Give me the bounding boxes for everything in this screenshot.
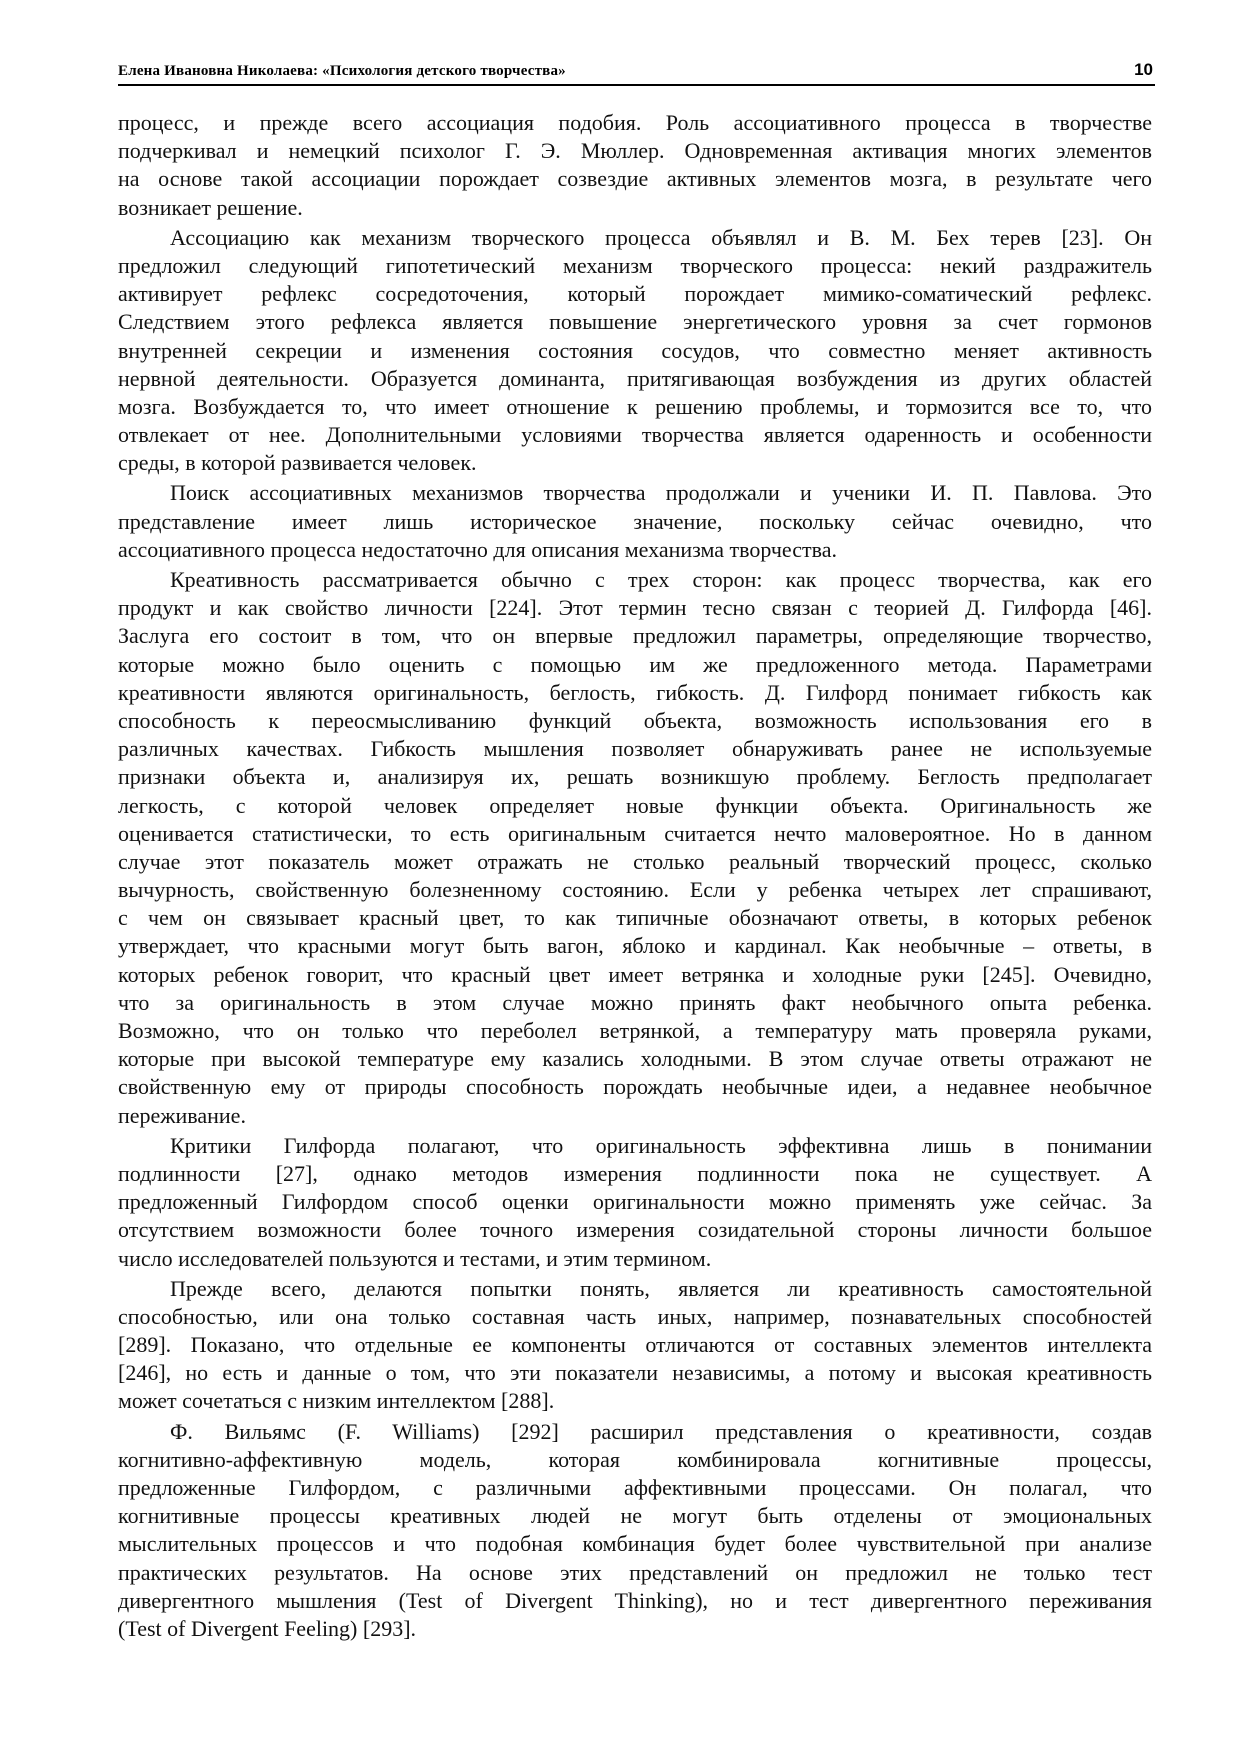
text-line: продукт и как свойство личности [224]. Этот термин тесно связан с теорией Д. Гилфорда [46]. bbox=[118, 595, 1152, 621]
text-line: оценивается статистически, то есть оригинальным считается нечто маловероятное. Но в данном bbox=[118, 820, 1152, 846]
text-line: дивергентного мышления (Test of Divergent Thinking), но и тест дивергентного переживания bbox=[118, 1587, 1152, 1613]
text-line: Заслуга его состоит в том, что он впервые предложил параметры, определяющие творчество, bbox=[118, 623, 1152, 649]
text-line: с чем он связывает красный цвет, то как типичные обозначают ответы, в которых ребенок bbox=[118, 905, 1152, 931]
text-line: процесс, и прежде всего ассоциация подобия. Роль ассоциативного процесса в творчестве bbox=[118, 110, 1152, 135]
text-line: предложенные Гилфордом, с различными аффективными процессами. Он полагал, что bbox=[118, 1475, 1152, 1500]
text-line: когнитивные процессы креативных людей не могут быть отделены от эмоциональных bbox=[118, 1503, 1152, 1529]
text-line: Прежде всего, делаются попытки понять, является ли креативность самостоятельной bbox=[170, 1275, 1152, 1301]
text-line: [246], но есть и данные о том, что эти показатели независимы, а потому и высокая креативность bbox=[118, 1360, 1152, 1386]
text-line: которые можно было оценить с помощью им же предложенного метода. Параметрами bbox=[118, 651, 1152, 677]
paragraph bbox=[118, 1418, 1152, 1644]
text-line: утверждает, что красными могут быть вагон, яблоко и кардинал. Как необычные – ответы, в bbox=[118, 933, 1152, 959]
paragraph bbox=[118, 566, 1152, 1130]
text-line: отсутствием возможности более точного измерения созидательной стороны личности большое bbox=[118, 1217, 1152, 1243]
paragraph bbox=[118, 109, 1152, 222]
text-line: практических результатов. На основе этих представлений он предложил не только тест bbox=[118, 1559, 1152, 1585]
text-line: переживание. bbox=[118, 1102, 246, 1128]
paragraph bbox=[118, 479, 1152, 564]
text-line: Следствием этого рефлекса является повышение энергетического уровня за счет гормонов bbox=[118, 309, 1152, 335]
paragraph bbox=[118, 1275, 1152, 1416]
text-line: активирует рефлекс сосредоточения, который порождает мимико-соматический рефлекс. bbox=[118, 281, 1152, 307]
text-line: предложенный Гилфордом способ оценки оригинальности можно применять уже сейчас. За bbox=[118, 1189, 1152, 1215]
text-line: Ф. Вильямс (F. Williams) [292] расширил представления о креативности, создав bbox=[170, 1418, 1152, 1444]
text-line: вычурность, свойственную болезненному состоянию. Если у ребенка четырех лет спрашивают, bbox=[118, 877, 1152, 903]
text-line: представление имеет лишь историческое значение, поскольку сейчас очевидно, что bbox=[118, 508, 1152, 534]
body-text bbox=[118, 109, 1152, 1645]
text-line: признаки объекта и, анализируя их, решать возникшую проблему. Беглость предполагает bbox=[118, 764, 1152, 790]
text-line: отвлекает от нее. Дополнительными условиями творчества является одаренность и особенности bbox=[118, 422, 1152, 448]
text-line: мыслительных процессов и что подобная комбинация будет более чувствительной при анализе bbox=[118, 1531, 1152, 1557]
text-line: когнитивно-аффективную модель, которая комбинировала когнитивные процессы, bbox=[118, 1446, 1152, 1472]
paragraph bbox=[118, 224, 1152, 478]
text-line: Возможно, что он только что переболел ветрянкой, а температуру мать проверяла руками, bbox=[118, 1018, 1152, 1043]
text-line: которые при высокой температуре ему казались холодными. В этом случае ответы отражают не bbox=[118, 1046, 1152, 1072]
text-line: ассоциативного процесса недостаточно для описания механизма творчества. bbox=[118, 536, 837, 562]
text-line: среды, в которой развивается человек. bbox=[118, 450, 477, 476]
text-line: Креативность рассматривается обычно с трех сторон: как процесс творчества, как его bbox=[170, 567, 1152, 592]
text-line: что за оригинальность в этом случае можно принять факт необычного опыта ребенка. bbox=[118, 989, 1152, 1015]
text-line: [289]. Показано, что отдельные ее компоненты отличаются от составных элементов интеллекта bbox=[118, 1332, 1152, 1358]
text-line: Критики Гилфорда полагают, что оригинальность эффективна лишь в понимании bbox=[170, 1132, 1152, 1158]
text-line: возникает решение. bbox=[118, 194, 303, 220]
text-line: которых ребенок говорит, что красный цвет имеет ветрянка и холодные руки [245]. Очевидно, bbox=[118, 961, 1152, 987]
text-line: может сочетаться с низким интеллектом [288]. bbox=[118, 1388, 555, 1414]
text-line: креативности являются оригинальность, беглость, гибкость. Д. Гилфорд понимает гибкость как bbox=[118, 679, 1152, 705]
text-line: случае этот показатель может отражать не столько реальный творческий процесс, сколько bbox=[118, 848, 1152, 874]
text-line: Ассоциацию как механизм творческого процесса объявлял и В. М. Бех терев [23]. Он bbox=[170, 224, 1152, 250]
text-line: предложил следующий гипотетический механизм творческого процесса: некий раздражитель bbox=[118, 252, 1152, 278]
text-line: внутренней секреции и изменения состояния сосудов, что совместно меняет активность bbox=[118, 337, 1152, 363]
paragraph bbox=[118, 1132, 1152, 1273]
text-line: способность к переосмысливанию функций объекта, возможность использования его в bbox=[118, 707, 1152, 733]
text-line: нервной деятельности. Образуется доминанта, притягивающая возбуждения из других областей bbox=[118, 365, 1152, 391]
text-line: подчеркивал и немецкий психолог Г. Э. Мюллер. Одновременная активация многих элементов bbox=[118, 138, 1152, 164]
text-line: на основе такой ассоциации порождает созвездие активных элементов мозга, в результате чего bbox=[118, 166, 1152, 192]
text-line: различных качествах. Гибкость мышления позволяет обнаруживать ранее не используемые bbox=[118, 736, 1152, 762]
text-line: легкость, с которой человек определяет новые функции объекта. Оригинальность же bbox=[118, 792, 1152, 818]
text-line: свойственную ему от природы способность порождать необычные идеи, а недавнее необычное bbox=[118, 1074, 1152, 1100]
running-header bbox=[118, 56, 1155, 86]
text-line: мозга. Возбуждается то, что имеет отношение к решению проблемы, и тормозится все то, что bbox=[118, 393, 1152, 419]
text-line: способностью, или она только составная часть иных, например, познавательных способностей bbox=[118, 1303, 1152, 1329]
page-number: 10 bbox=[1134, 60, 1153, 79]
text-line: (Test of Divergent Feeling) [293]. bbox=[118, 1615, 417, 1641]
text-line: Поиск ассоциативных механизмов творчества продолжали и ученики И. П. Павлова. Это bbox=[170, 480, 1152, 506]
header-title: Елена Ивановна Николаева: «Психология детского творчества» bbox=[118, 63, 566, 79]
text-line: подлинности [27], однако методов измерения подлинности пока не существует. А bbox=[118, 1160, 1152, 1186]
text-line: число исследователей пользуются и тестами, и этим термином. bbox=[118, 1245, 712, 1271]
